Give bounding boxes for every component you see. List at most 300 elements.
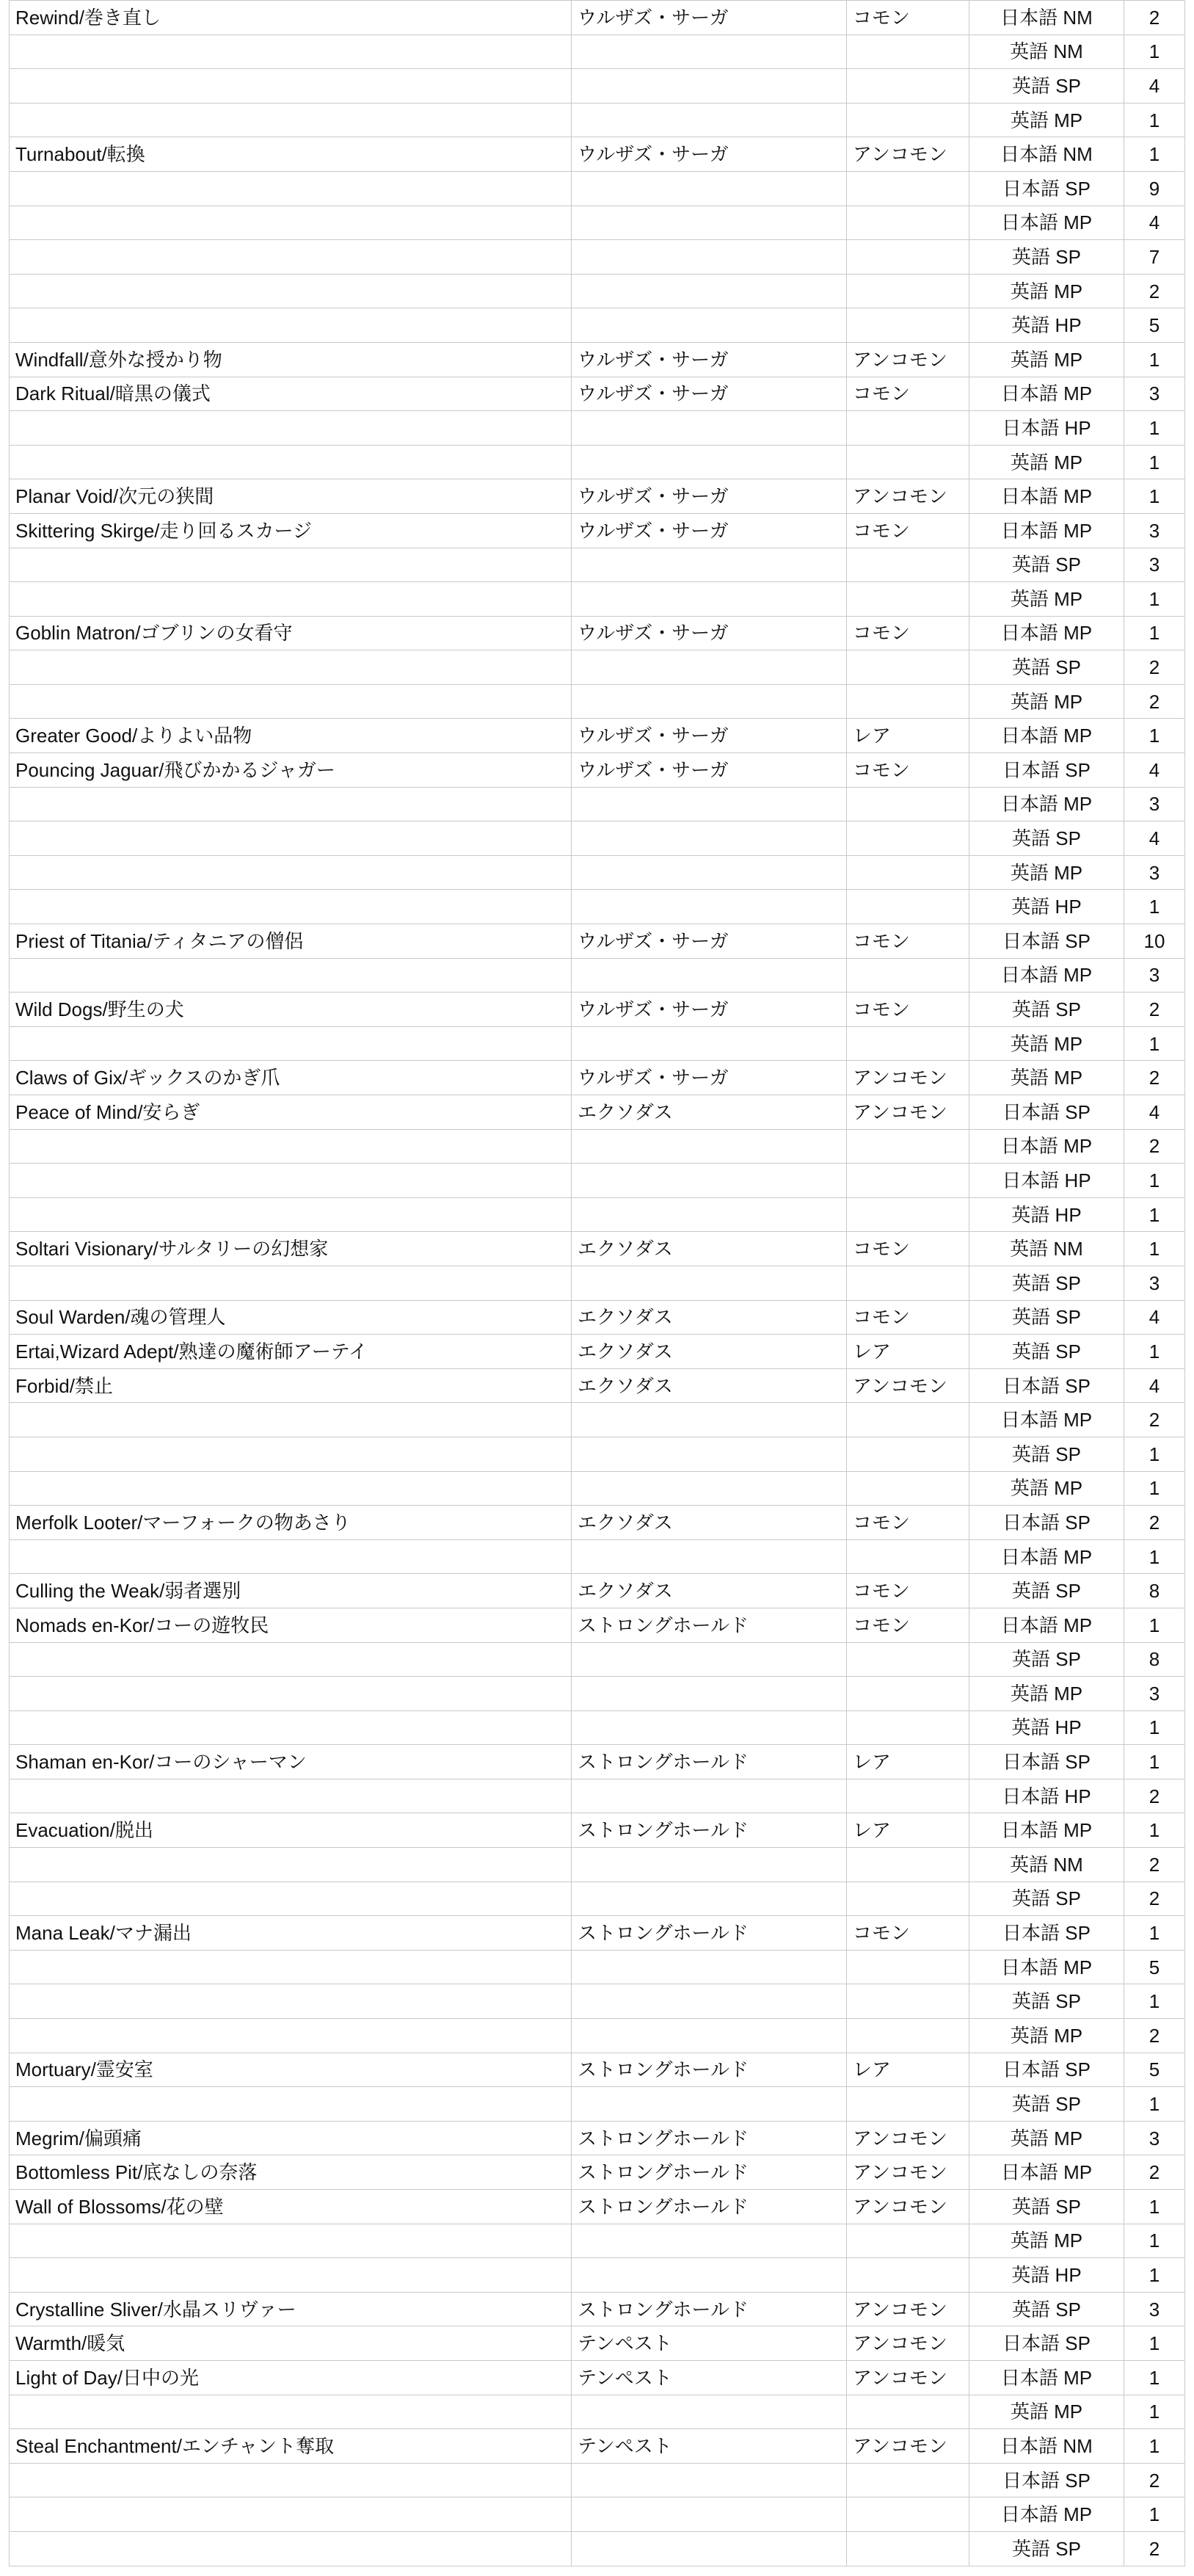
condition-cell: 日本語 HP [969,1164,1124,1198]
set-cell [572,1197,847,1232]
card-name-cell [10,1471,572,1506]
table-row [10,1266,1185,1300]
set-cell [572,2087,847,2122]
rarity-cell: レア [847,1813,969,1848]
condition-cell: 日本語 MP [969,2360,1124,2395]
quantity-cell: 3 [1124,377,1185,411]
rarity-cell [847,1642,969,1677]
condition-cell: 英語 SP [969,1574,1124,1608]
quantity-cell: 2 [1124,650,1185,685]
rarity-cell [847,1266,969,1300]
quantity-cell: 1 [1124,35,1185,69]
set-cell: ストロングホールド [572,1608,847,1642]
table-row [10,377,1185,411]
set-cell [572,1677,847,1711]
rarity-cell [847,2531,969,2566]
table-row [10,821,1185,856]
set-cell [572,2531,847,2566]
quantity-cell: 1 [1124,2087,1185,2122]
rarity-cell: コモン [847,616,969,650]
set-cell [572,1471,847,1506]
card-name-cell [10,855,572,890]
set-cell [572,35,847,69]
condition-cell: 英語 SP [969,821,1124,856]
quantity-cell: 10 [1124,924,1185,959]
table-row [10,1916,1185,1951]
rarity-cell [847,1882,969,1916]
table-row [10,616,1185,650]
card-name-cell: Crystalline Sliver/水晶スリヴァー [10,2292,572,2326]
table-row [10,1574,1185,1608]
quantity-cell: 1 [1124,479,1185,514]
quantity-cell: 3 [1124,1677,1185,1711]
rarity-cell: アンコモン [847,2190,969,2224]
condition-cell: 英語 MP [969,1061,1124,1095]
card-name-cell [10,821,572,856]
condition-cell: 英語 SP [969,1882,1124,1916]
rarity-cell [847,2395,969,2429]
table-row [10,1984,1185,2019]
rarity-cell: アンコモン [847,2429,969,2464]
condition-cell: 日本語 MP [969,787,1124,821]
rarity-cell [847,548,969,582]
card-name-cell: Priest of Titania/ティタニアの僧侶 [10,924,572,959]
card-name-cell [10,240,572,275]
set-cell: ストロングホールド [572,2190,847,2224]
condition-cell: 英語 MP [969,582,1124,617]
condition-cell: 英語 MP [969,1026,1124,1061]
rarity-cell: アンコモン [847,2326,969,2361]
table-row [10,2326,1185,2361]
condition-cell: 英語 MP [969,2224,1124,2258]
quantity-cell: 1 [1124,1164,1185,1198]
condition-cell: 日本語 NM [969,1,1124,35]
quantity-cell: 2 [1124,993,1185,1027]
set-cell: エクソダス [572,1095,847,1130]
rarity-cell [847,1129,969,1164]
condition-cell: 英語 SP [969,1437,1124,1471]
set-cell: ウルザズ・サーガ [572,924,847,959]
condition-cell: 英語 MP [969,2019,1124,2053]
card-name-cell [10,684,572,719]
rarity-cell [847,240,969,275]
card-name-cell [10,2497,572,2532]
condition-cell: 英語 MP [969,2395,1124,2429]
quantity-cell: 1 [1124,2395,1185,2429]
card-name-cell [10,2224,572,2258]
table-row [10,2019,1185,2053]
table-row [10,1779,1185,1813]
table-row [10,274,1185,308]
card-name-cell [10,103,572,137]
rarity-cell [847,1164,969,1198]
rarity-cell [847,2019,969,2053]
table-row [10,1300,1185,1335]
set-cell [572,821,847,856]
card-name-cell: Dark Ritual/暗黒の儀式 [10,377,572,411]
card-name-cell [10,2258,572,2293]
table-row [10,993,1185,1027]
condition-cell: 英語 SP [969,1300,1124,1335]
table-row [10,1368,1185,1403]
rarity-cell: コモン [847,1506,969,1540]
card-name-cell [10,1984,572,2019]
set-cell [572,650,847,685]
rarity-cell [847,445,969,479]
card-name-cell: Greater Good/よりよい品物 [10,719,572,753]
condition-cell: 日本語 MP [969,1129,1124,1164]
table-row [10,445,1185,479]
card-name-cell [10,2531,572,2566]
card-name-cell: Light of Day/日中の光 [10,2360,572,2395]
condition-cell: 英語 SP [969,2190,1124,2224]
rarity-cell [847,2497,969,2532]
quantity-cell: 2 [1124,2531,1185,2566]
set-cell [572,1710,847,1745]
table-row [10,1232,1185,1266]
rarity-cell [847,1197,969,1232]
quantity-cell: 2 [1124,274,1185,308]
rarity-cell: アンコモン [847,2360,969,2395]
quantity-cell: 1 [1124,2258,1185,2293]
quantity-cell: 1 [1124,1813,1185,1848]
quantity-cell: 2 [1124,1848,1185,1882]
quantity-cell: 1 [1124,1984,1185,2019]
card-name-cell [10,1403,572,1437]
set-cell: ウルザズ・サーガ [572,616,847,650]
card-name-cell [10,1539,572,1574]
table-row [10,137,1185,172]
table-row [10,650,1185,685]
set-cell: ウルザズ・サーガ [572,137,847,172]
quantity-cell: 4 [1124,1300,1185,1335]
rarity-cell [847,650,969,685]
rarity-cell [847,69,969,104]
rarity-cell: コモン [847,753,969,788]
quantity-cell: 4 [1124,1368,1185,1403]
condition-cell: 日本語 HP [969,411,1124,446]
quantity-cell: 9 [1124,171,1185,206]
card-name-cell [10,1677,572,1711]
table-row [10,103,1185,137]
condition-cell: 日本語 SP [969,2326,1124,2361]
condition-cell: 日本語 SP [969,171,1124,206]
quantity-cell: 1 [1124,890,1185,924]
card-name-cell: Warmth/暖気 [10,2326,572,2361]
table-row [10,582,1185,617]
condition-cell: 日本語 SP [969,1745,1124,1779]
table-row [10,1950,1185,1984]
condition-cell: 英語 SP [969,2087,1124,2122]
condition-cell: 英語 NM [969,35,1124,69]
card-name-cell: Bottomless Pit/底なしの奈落 [10,2155,572,2190]
rarity-cell [847,171,969,206]
rarity-cell [847,890,969,924]
table-row [10,2258,1185,2293]
quantity-cell: 2 [1124,1129,1185,1164]
rarity-cell: コモン [847,1,969,35]
table-row [10,958,1185,993]
rarity-cell: レア [847,1335,969,1369]
rarity-cell [847,1437,969,1471]
set-cell [572,240,847,275]
condition-cell: 英語 SP [969,1266,1124,1300]
quantity-cell: 2 [1124,2155,1185,2190]
condition-cell: 日本語 MP [969,479,1124,514]
quantity-cell: 8 [1124,1642,1185,1677]
card-name-cell [10,548,572,582]
card-name-cell [10,445,572,479]
card-name-cell [10,1266,572,1300]
quantity-cell: 1 [1124,1026,1185,1061]
card-name-cell: Turnabout/転換 [10,137,572,172]
card-name-cell: Wild Dogs/野生の犬 [10,993,572,1027]
card-name-cell: Ertai,Wizard Adept/熟達の魔術師アーテイ [10,1335,572,1369]
quantity-cell: 1 [1124,1916,1185,1951]
set-cell [572,2019,847,2053]
quantity-cell: 1 [1124,103,1185,137]
set-cell: ウルザズ・サーガ [572,1,847,35]
set-cell [572,1950,847,1984]
rarity-cell: コモン [847,1608,969,1642]
quantity-cell: 2 [1124,2019,1185,2053]
set-cell [572,1779,847,1813]
set-cell [572,958,847,993]
set-cell: ウルザズ・サーガ [572,753,847,788]
quantity-cell: 2 [1124,1061,1185,1095]
card-name-cell [10,1848,572,1882]
condition-cell: 日本語 SP [969,1368,1124,1403]
condition-cell: 日本語 MP [969,1813,1124,1848]
condition-cell: 英語 SP [969,1335,1124,1369]
rarity-cell: アンコモン [847,137,969,172]
rarity-cell [847,1848,969,1882]
rarity-cell: コモン [847,924,969,959]
condition-cell: 日本語 MP [969,1403,1124,1437]
table-row [10,1095,1185,1130]
rarity-cell [847,582,969,617]
condition-cell: 日本語 MP [969,1539,1124,1574]
set-cell [572,1266,847,1300]
condition-cell: 日本語 NM [969,137,1124,172]
set-cell [572,684,847,719]
set-cell: ストロングホールド [572,2292,847,2326]
quantity-cell: 4 [1124,1095,1185,1130]
set-cell: エクソダス [572,1574,847,1608]
rarity-cell: アンコモン [847,2155,969,2190]
quantity-cell: 3 [1124,2121,1185,2155]
rarity-cell [847,1984,969,2019]
table-row [10,1164,1185,1198]
set-cell: ストロングホールド [572,1745,847,1779]
condition-cell: 日本語 HP [969,1779,1124,1813]
set-cell [572,1848,847,1882]
condition-cell: 英語 SP [969,548,1124,582]
rarity-cell [847,1677,969,1711]
condition-cell: 英語 MP [969,855,1124,890]
table-row [10,2190,1185,2224]
table-row [10,787,1185,821]
rarity-cell: レア [847,1745,969,1779]
condition-cell: 英語 MP [969,1471,1124,1506]
quantity-cell: 3 [1124,855,1185,890]
rarity-cell [847,1539,969,1574]
quantity-cell: 3 [1124,548,1185,582]
card-name-cell [10,787,572,821]
quantity-cell: 1 [1124,719,1185,753]
table-row [10,342,1185,377]
rarity-cell [847,787,969,821]
rarity-cell: アンコモン [847,1095,969,1130]
condition-cell: 日本語 MP [969,958,1124,993]
table-row [10,1197,1185,1232]
card-name-cell: Forbid/禁止 [10,1368,572,1403]
table-row [10,1813,1185,1848]
quantity-cell: 1 [1124,2497,1185,2532]
table-row [10,684,1185,719]
condition-cell: 英語 SP [969,69,1124,104]
table-row [10,1403,1185,1437]
card-name-cell: Merfolk Looter/マーフォークの物あさり [10,1506,572,1540]
card-name-cell: Megrim/偏頭痛 [10,2121,572,2155]
condition-cell: 英語 MP [969,1677,1124,1711]
condition-cell: 英語 HP [969,1710,1124,1745]
card-name-cell [10,1882,572,1916]
set-cell [572,1164,847,1198]
set-cell [572,103,847,137]
set-cell [572,1437,847,1471]
card-name-cell [10,2019,572,2053]
set-cell: テンペスト [572,2326,847,2361]
quantity-cell: 2 [1124,684,1185,719]
set-cell: ウルザズ・サーガ [572,719,847,753]
table-row [10,308,1185,343]
set-cell [572,1026,847,1061]
table-row [10,1882,1185,1916]
card-name-cell [10,650,572,685]
set-cell [572,206,847,240]
card-name-cell [10,171,572,206]
table-row [10,206,1185,240]
condition-cell: 英語 NM [969,1848,1124,1882]
table-row [10,1129,1185,1164]
table-row [10,2395,1185,2429]
table-row [10,2429,1185,2464]
condition-cell: 英語 MP [969,445,1124,479]
condition-cell: 日本語 SP [969,753,1124,788]
set-cell [572,445,847,479]
quantity-cell: 1 [1124,1197,1185,1232]
condition-cell: 日本語 NM [969,2429,1124,2464]
table-row [10,1539,1185,1574]
rarity-cell: コモン [847,1300,969,1335]
rarity-cell: アンコモン [847,479,969,514]
card-name-cell: Evacuation/脱出 [10,1813,572,1848]
quantity-cell: 2 [1124,1403,1185,1437]
table-row [10,2463,1185,2497]
condition-cell: 日本語 MP [969,377,1124,411]
condition-cell: 日本語 MP [969,719,1124,753]
rarity-cell: コモン [847,1232,969,1266]
table-row [10,1471,1185,1506]
rarity-cell: アンコモン [847,2292,969,2326]
quantity-cell: 4 [1124,753,1185,788]
quantity-cell: 1 [1124,137,1185,172]
card-name-cell: Skittering Skirge/走り回るスカージ [10,513,572,548]
condition-cell: 英語 HP [969,2258,1124,2293]
rarity-cell: アンコモン [847,1368,969,1403]
table-row [10,548,1185,582]
rarity-cell: レア [847,719,969,753]
condition-cell: 英語 SP [969,650,1124,685]
card-name-cell [10,582,572,617]
card-name-cell [10,35,572,69]
card-name-cell [10,1437,572,1471]
table-row [10,924,1185,959]
quantity-cell: 3 [1124,787,1185,821]
condition-cell: 英語 NM [969,1232,1124,1266]
set-cell: エクソダス [572,1232,847,1266]
table-row [10,171,1185,206]
inventory-table [9,0,1185,2566]
condition-cell: 英語 HP [969,890,1124,924]
card-name-cell: Rewind/巻き直し [10,1,572,35]
condition-cell: 英語 HP [969,1197,1124,1232]
set-cell: ストロングホールド [572,2121,847,2155]
card-name-cell [10,890,572,924]
quantity-cell: 2 [1124,1506,1185,1540]
condition-cell: 英語 MP [969,684,1124,719]
card-name-cell [10,1197,572,1232]
card-name-cell: Pouncing Jaguar/飛びかかるジャガー [10,753,572,788]
rarity-cell: コモン [847,377,969,411]
card-name-cell: Peace of Mind/安らぎ [10,1095,572,1130]
quantity-cell: 3 [1124,1266,1185,1300]
table-row [10,411,1185,446]
inventory-table-body [10,1,1185,2566]
condition-cell: 日本語 MP [969,513,1124,548]
rarity-cell [847,1403,969,1437]
quantity-cell: 1 [1124,445,1185,479]
set-cell: ウルザズ・サーガ [572,342,847,377]
card-name-cell [10,1779,572,1813]
set-cell: エクソダス [572,1368,847,1403]
rarity-cell [847,274,969,308]
set-cell: エクソダス [572,1300,847,1335]
condition-cell: 日本語 MP [969,206,1124,240]
card-name-cell: Goblin Matron/ゴブリンの女看守 [10,616,572,650]
condition-cell: 日本語 SP [969,2053,1124,2087]
card-name-cell [10,2463,572,2497]
set-cell: ウルザズ・サーガ [572,993,847,1027]
card-name-cell [10,274,572,308]
card-name-cell: Wall of Blossoms/花の壁 [10,2190,572,2224]
set-cell [572,308,847,343]
rarity-cell: コモン [847,513,969,548]
set-cell: ストロングホールド [572,2155,847,2190]
card-name-cell [10,69,572,104]
set-cell: ウルザズ・サーガ [572,377,847,411]
rarity-cell [847,958,969,993]
card-name-cell: Culling the Weak/弱者選別 [10,1574,572,1608]
condition-cell: 英語 SP [969,1642,1124,1677]
set-cell: テンペスト [572,2360,847,2395]
set-cell [572,1642,847,1677]
condition-cell: 日本語 MP [969,616,1124,650]
quantity-cell: 1 [1124,2224,1185,2258]
rarity-cell [847,2087,969,2122]
card-name-cell: Soul Warden/魂の管理人 [10,1300,572,1335]
